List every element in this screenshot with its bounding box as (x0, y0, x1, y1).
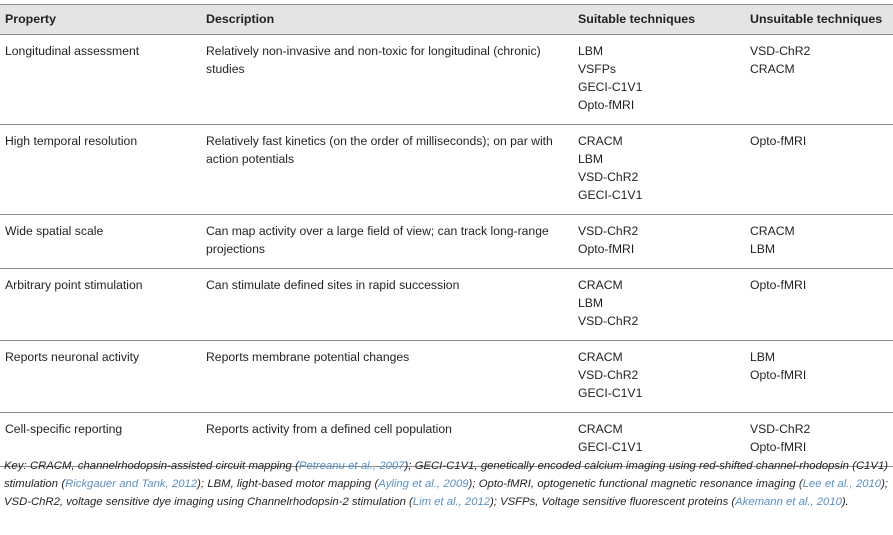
table-row (0, 269, 893, 341)
unsuitable-cell (750, 341, 893, 413)
description-cell: Reports activity from a defined cell population (206, 422, 452, 436)
suitable-technique: GECI-C1V1 (578, 188, 643, 202)
footnote-text: ); VSFPs, Voltage sensitive fluorescent proteins ( (490, 496, 736, 508)
footnote-reference-link[interactable]: Akemann et al., 2010 (735, 496, 842, 508)
unsuitable-technique: Opto-fMRI (750, 278, 807, 292)
footnote-text: ); GECI-C1V1, genetically encoded calcium imaging using red-shifted channel-rhodopsin (C1V1) stimulation ( (4, 460, 888, 490)
description-cell: Reports membrane potential changes (206, 350, 410, 364)
suitable-technique: CRACM (578, 278, 623, 292)
unsuitable-technique: VSD-ChR2 (750, 422, 811, 436)
suitable-technique: CRACM (578, 350, 623, 364)
suitable-technique: GECI-C1V1 (578, 440, 643, 454)
header-property: Property (5, 12, 56, 26)
unsuitable-cell (750, 35, 893, 125)
suitable-technique: GECI-C1V1 (578, 386, 643, 400)
header-unsuitable: Unsuitable techniques (750, 12, 883, 26)
unsuitable-technique: CRACM (750, 62, 795, 76)
table-body (0, 35, 893, 467)
suitable-technique: CRACM (578, 422, 623, 436)
property-cell: Cell-specific reporting (5, 422, 123, 436)
suitable-technique: VSD-ChR2 (578, 314, 639, 328)
description-cell: Relatively non-invasive and non-toxic for longitudinal (chronic) studies (206, 44, 541, 76)
suitable-technique: VSD-ChR2 (578, 368, 639, 382)
property-cell: Arbitrary point stimulation (5, 278, 143, 292)
table-row (0, 341, 893, 413)
table-footnote (4, 457, 888, 511)
footnote-reference-link[interactable]: Lim et al., 2012 (412, 496, 491, 508)
description-cell: Can map activity over a large field of view; can track long-range projections (206, 224, 549, 256)
footnote-text: ); Opto-fMRI, optogenetic functional magnetic resonance imaging ( (468, 478, 803, 490)
suitable-cell (578, 269, 750, 341)
property-cell: Wide spatial scale (5, 224, 104, 238)
suitable-technique: Opto-fMRI (578, 98, 635, 112)
table-row (0, 215, 893, 269)
header-description: Description (206, 12, 275, 26)
unsuitable-technique: Opto-fMRI (750, 440, 807, 454)
unsuitable-technique: LBM (750, 350, 776, 364)
unsuitable-cell (750, 125, 893, 215)
footnote-text: ); LBM, light-based motor mapping ( (197, 478, 379, 490)
suitable-technique: LBM (578, 44, 604, 58)
footnote-reference-link[interactable]: Petreanu et al., 2007 (298, 460, 405, 472)
footnote-text: Key: CRACM, channelrhodopsin-assisted circuit mapping ( (4, 460, 299, 472)
suitable-cell (578, 35, 750, 125)
description-cell: Can stimulate defined sites in rapid succession (206, 278, 460, 292)
suitable-cell (578, 341, 750, 413)
suitable-technique: VSD-ChR2 (578, 224, 639, 238)
suitable-technique: GECI-C1V1 (578, 80, 643, 94)
footnote-text: ). (841, 496, 849, 508)
suitable-technique: Opto-fMRI (578, 242, 635, 256)
suitable-technique: VSFPs (578, 62, 616, 76)
suitable-technique: LBM (578, 152, 604, 166)
footnote-reference-link[interactable]: Ayling et al., 2009 (378, 478, 469, 490)
unsuitable-technique: VSD-ChR2 (750, 44, 811, 58)
table-row (0, 35, 893, 125)
suitable-technique: CRACM (578, 134, 623, 148)
property-cell: Reports neuronal activity (5, 350, 140, 364)
header-row (0, 5, 893, 35)
header-suitable: Suitable techniques (578, 12, 696, 26)
unsuitable-cell (750, 215, 893, 269)
footnote-reference-link[interactable]: Lee et al., 2010 (802, 478, 882, 490)
suitable-cell (578, 215, 750, 269)
suitable-technique: VSD-ChR2 (578, 170, 639, 184)
table-row (0, 125, 893, 215)
footnote-text: ); VSD-ChR2, voltage sensitive dye imaging using Channelrhodopsin-2 stimulation ( (4, 478, 888, 508)
unsuitable-technique: CRACM (750, 224, 795, 238)
unsuitable-technique: Opto-fMRI (750, 134, 807, 148)
property-cell: High temporal resolution (5, 134, 138, 148)
techniques-table (0, 4, 893, 467)
footnote-reference-link[interactable]: Rickgauer and Tank, 2012 (65, 478, 198, 490)
suitable-technique: LBM (578, 296, 604, 310)
description-cell: Relatively fast kinetics (on the order of milliseconds); on par with action potentials (206, 134, 553, 166)
unsuitable-technique: LBM (750, 242, 776, 256)
unsuitable-cell (750, 269, 893, 341)
unsuitable-technique: Opto-fMRI (750, 368, 807, 382)
property-cell: Longitudinal assessment (5, 44, 140, 58)
suitable-cell (578, 125, 750, 215)
